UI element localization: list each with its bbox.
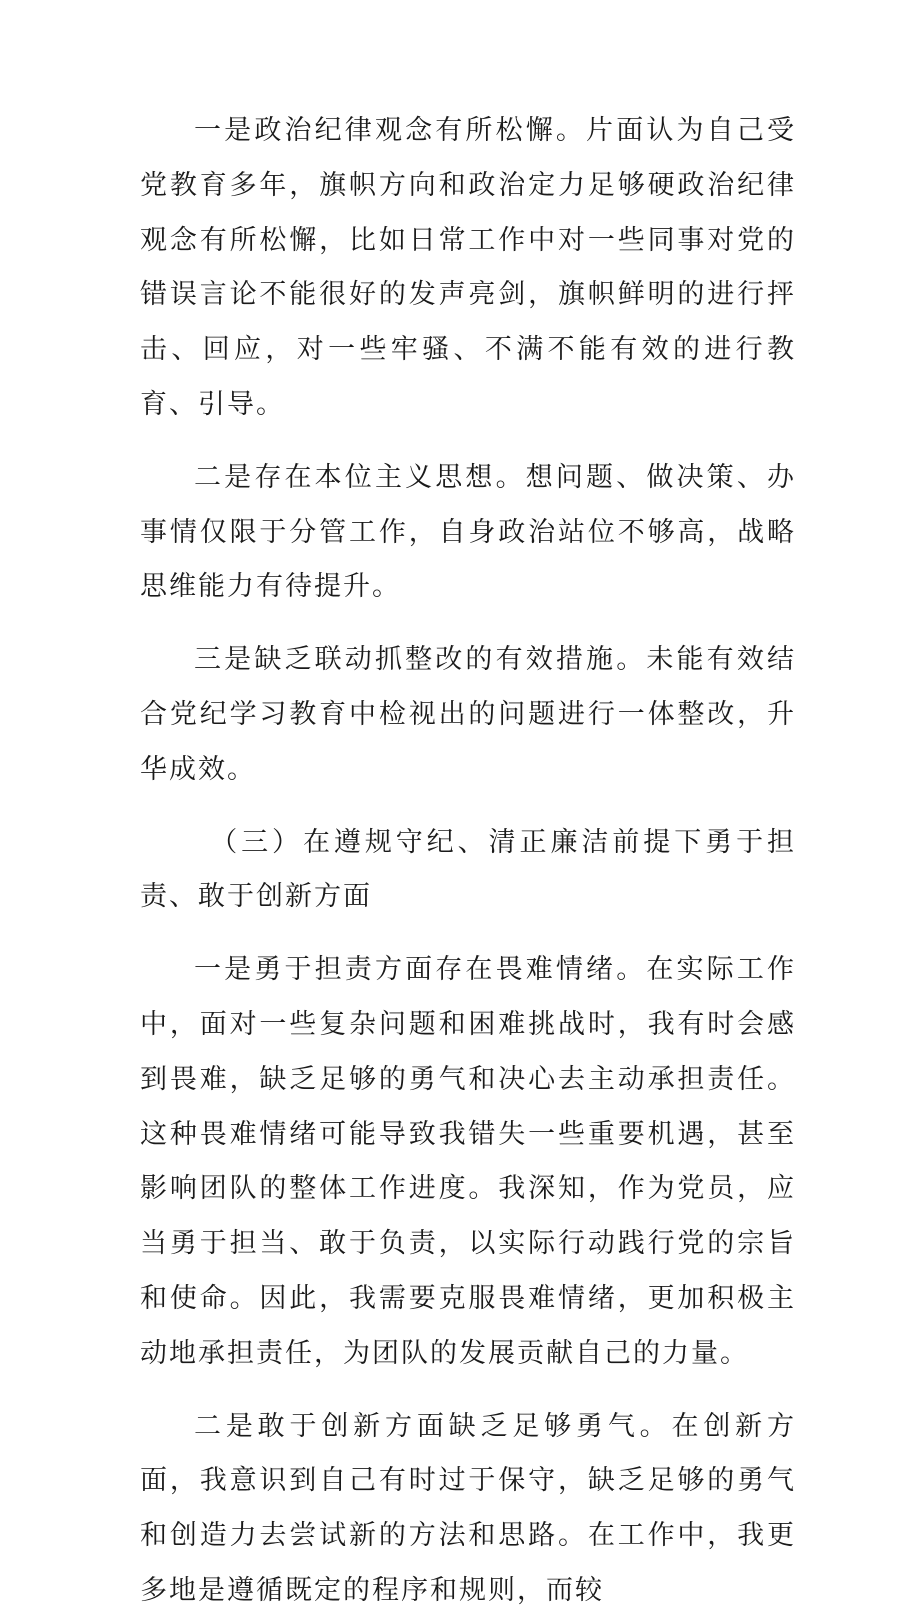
document-body <box>140 104 796 1619</box>
section-heading: （三）在遵规守纪、清正廉洁前提下勇于担责、敢于创新方面 <box>140 826 796 913</box>
paragraph-rectification-measures: 三是缺乏联动抓整改的有效措施。未能有效结合党纪学习教育中检视出的问题进行一体整改，升华成效。 <box>140 644 796 785</box>
paragraph-innovation: 二是敢于创新方面缺乏足够勇气。在创新方面，我意识到自己有时过于保守，缺乏足够的勇气和创造力去尝试新的方法和思路。在工作中，我更多地是遵循既定的程序和规则，而较 <box>140 1410 796 1606</box>
paragraph-departmentalism: 二是存在本位主义思想。想问题、做决策、办事情仅限于分管工作，自身政治站位不够高，战略思维能力有待提升。 <box>140 461 796 603</box>
paragraph-responsibility: 一是勇于担责方面存在畏难情绪。在实际工作中，面对一些复杂问题和困难挑战时，我有时会感到畏难，缺乏足够的勇气和决心去主动承担责任。这种畏难情绪可能导致我错失一些重要机遇，甚至影响团队的整体工作进度。我深知，作为党员，应当勇于担当、敢于负责，以实际行动践行党的宗旨和使命。因此，我需要克服畏难情绪，更加积极主动地承担责任，为团队的发展贡献自己的力量。 <box>140 954 796 1369</box>
paragraph-political-discipline: 一是政治纪律观念有所松懈。片面认为自己受党教育多年，旗帜方向和政治定力足够硬政治纪律观念有所松懈，比如日常工作中对一些同事对党的错误言论不能很好的发声亮剑，旗帜鲜明的进行抨击、回应，对一些牢骚、不满不能有效的进行教育、引导。 <box>140 115 796 420</box>
